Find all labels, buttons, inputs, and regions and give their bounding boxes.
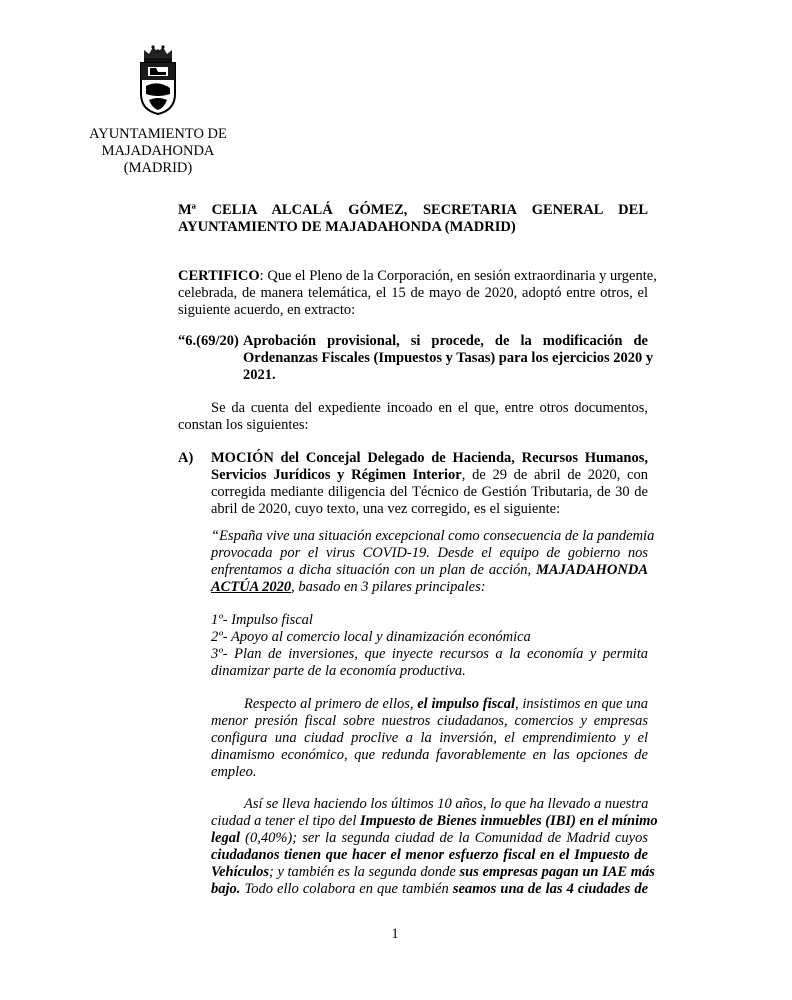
org-line-3: (MADRID) — [123, 160, 193, 176]
quote-p2-line-2: menor presión fiscal sobre nuestros ciudadanos, comercios y empresas — [211, 713, 648, 729]
quote-p2-line-5: empleo. — [211, 764, 257, 780]
quote-paragraph-3 — [211, 796, 658, 898]
quote-p3-ciudades: seamos una de las 4 ciudades de — [452, 881, 649, 897]
certifico-line-1-text: : Que el Pleno de la Corporación, en sesión extraordinaria y urgente, — [259, 268, 657, 284]
org-line-1: AYUNTAMIENTO DE — [89, 126, 227, 142]
pillar-1: 1º- Impulso fiscal — [211, 612, 313, 628]
quote-p1-line-1: “España vive una situación excepcional como consecuencia de la pandemia — [211, 528, 655, 544]
certifico-label: CERTIFICO — [178, 268, 260, 284]
quote-p3-line-2 — [211, 813, 658, 830]
quote-p3-line-4 — [211, 847, 648, 864]
intro-line-2: constan los siguientes: — [178, 417, 309, 433]
section-a-line-2-text: , de 29 de abril de 2020, con — [461, 467, 648, 483]
document-heading — [178, 202, 648, 236]
agenda-item-title-line-3: 2021. — [243, 367, 276, 383]
certifico-line-1 — [178, 268, 657, 285]
section-a-line-2 — [211, 467, 648, 484]
quote-p1-line-3 — [211, 562, 648, 579]
quote-p3-vehiculos: Vehículos — [211, 864, 270, 880]
intro-paragraph — [178, 400, 648, 434]
quote-p3-iae: sus empresas pagan un IAE más — [459, 864, 655, 880]
quote-p2-line-4: dinamismo económico, que redunda favorablemente en las opciones de — [211, 747, 648, 763]
page-number: 1 — [391, 926, 399, 942]
section-a-line-1 — [211, 450, 648, 467]
quote-p2-line-1 — [211, 696, 648, 713]
quote-p3-bajo: bajo. — [211, 881, 241, 897]
quote-paragraph-1 — [211, 528, 655, 596]
heading-line-1: Mª CELIA ALCALÁ GÓMEZ, SECRETARIA GENERAL DEL — [178, 202, 648, 218]
quote-p3-line-6-b: Todo ello colabora en que también — [240, 881, 453, 897]
pillar-3-line-2: dinamizar parte de la economía productiva. — [211, 663, 466, 679]
municipal-coat-of-arms — [136, 44, 180, 116]
quote-p1-line-4-text: , basado en 3 pilares principales: — [291, 579, 486, 595]
quote-p1-line-2: provocada por el virus COVID-19. Desde el equipo de gobierno nos — [211, 545, 648, 561]
quote-p3-line-5-b: ; y también es la segunda donde — [269, 864, 460, 880]
quote-p3-ibi: Impuesto de Bienes inmuebles (IBI) en el mínimo — [360, 813, 658, 829]
quote-p3-legal: legal — [211, 830, 240, 846]
quote-p1-line-4 — [211, 579, 648, 596]
section-a-text — [211, 450, 648, 518]
org-line-2: MAJADAHONDA — [101, 143, 215, 159]
section-a-line-2-bold: Servicios Jurídicos y Régimen Interior — [211, 467, 462, 483]
pillar-3-line-1: 3º- Plan de inversiones, que inyecte recursos a la economía y permita — [211, 646, 648, 662]
intro-line-1: Se da cuenta del expediente incoado en el que, entre otros documentos, — [211, 400, 648, 416]
quote-p3-line-5 — [211, 864, 655, 881]
quote-p1-line-3-text: enfrentamos a dicha situación con un plan de acción, — [211, 562, 536, 578]
certifico-paragraph — [178, 268, 657, 319]
pillar-2: 2º- Apoyo al comercio local y dinamización económica — [211, 629, 531, 645]
quote-p2-line-3: configura una ciudad proclive a la inversión, el emprendimiento y el — [211, 730, 648, 746]
quote-p3-line-1: Así se lleva haciendo los últimos 10 años, lo que ha llevado a nuestra — [244, 796, 649, 812]
quote-p2-line-1-a: Respecto al primero de ellos, — [244, 696, 418, 712]
agenda-item-title — [243, 333, 654, 384]
quote-pillars — [211, 612, 648, 680]
quote-paragraph-2 — [211, 696, 648, 781]
quote-p2-impulso-fiscal: el impulso fiscal — [417, 696, 515, 712]
organization-header — [80, 126, 236, 177]
quote-p3-line-6 — [211, 881, 648, 898]
quote-p3-esfuerzo: ciudadanos tienen que hacer el menor esfuerzo fiscal en el Impuesto de — [211, 847, 648, 863]
certifico-line-2: celebrada, de manera telemática, el 15 de mayo de 2020, adoptó entre otros, el — [178, 285, 648, 301]
section-a-line-3: corregida mediante diligencia del Técnico de Gestión Tributaria, de 30 de — [211, 484, 648, 500]
quote-p3-line-3-b: (0,40%); ser la segunda ciudad de la Comunidad de Madrid cuyos — [240, 830, 648, 846]
quote-p1-plan-name-2: ACTÚA 2020 — [211, 579, 292, 595]
quote-p1-plan-name: MAJADAHONDA — [536, 562, 648, 578]
certifico-line-3: siguiente acuerdo, en extracto: — [178, 302, 356, 318]
section-a-line-4: abril de 2020, cuyo texto, una vez corregido, es el siguiente: — [211, 501, 561, 517]
quote-p3-line-3 — [211, 830, 648, 847]
section-a-line-1-bold: MOCIÓN del Concejal Delegado de Hacienda, Recursos Humanos, — [211, 450, 648, 466]
section-a-letter: A) — [178, 450, 194, 466]
agenda-item-title-line-1: Aprobación provisional, si procede, de la modificación de — [243, 333, 648, 349]
quote-p2-line-1-c: , insistimos en que una — [514, 696, 648, 712]
heading-line-2: AYUNTAMIENTO DE MAJADAHONDA (MADRID) — [178, 219, 516, 235]
agenda-item-title-line-2: Ordenanzas Fiscales (Impuestos y Tasas) para los ejercicios 2020 y — [243, 350, 654, 366]
agenda-item-number: “6.(69/20) — [178, 333, 239, 349]
quote-p3-line-2-a: ciudad a tener el tipo del — [211, 813, 360, 829]
